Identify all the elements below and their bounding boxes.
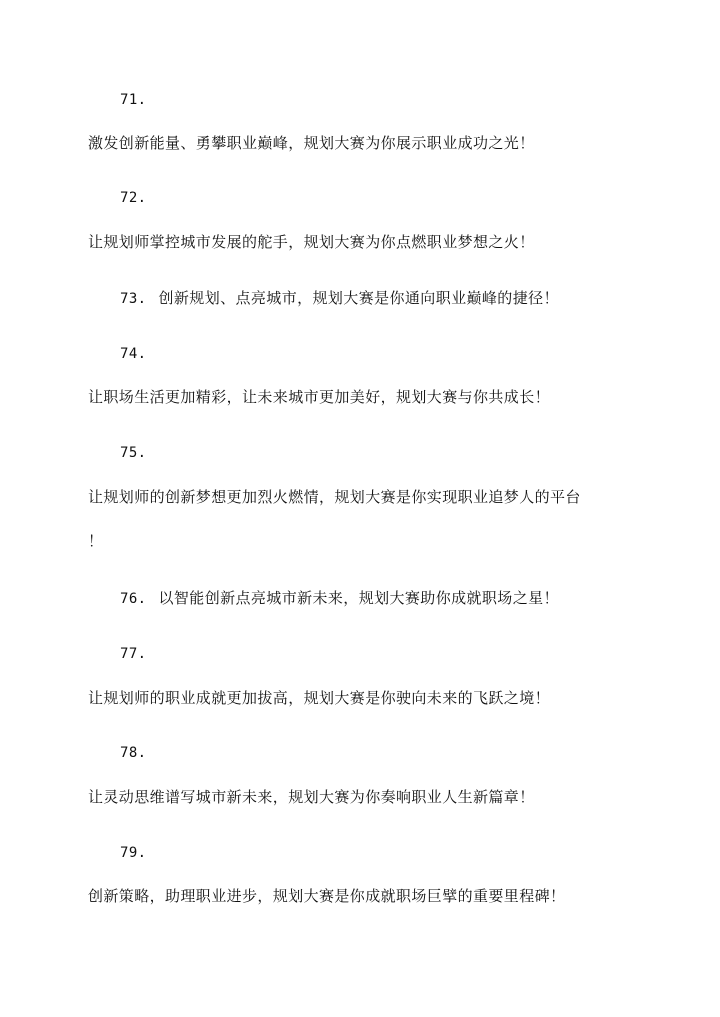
- item-number: 76.: [120, 591, 147, 607]
- item-text: 创新规划、点亮城市，规划大赛是你通向职业巅峰的捷径！: [158, 289, 559, 307]
- item-number: 71.: [120, 92, 147, 108]
- item-text: 让职场生活更加精彩，让未来城市更加美好，规划大赛与你共成长！: [88, 388, 551, 406]
- item-text: 创新策略，助理职业进步，规划大赛是你成就职场巨擘的重要里程碑！: [88, 887, 566, 905]
- item-number: 75.: [120, 445, 147, 461]
- item-text: 以智能创新点亮城市新未来，规划大赛助你成就职场之星！: [158, 589, 559, 607]
- item-text: 让规划师的职业成就更加拔高，规划大赛是你驶向未来的飞跃之境！: [88, 689, 551, 707]
- item-number: 78.: [120, 745, 147, 761]
- item-text: 激发创新能量、勇攀职业巅峰，规划大赛为你展示职业成功之光！: [88, 134, 535, 152]
- item-inline: [120, 588, 559, 609]
- item-text-continuation: ！: [88, 532, 104, 550]
- item-text: 让灵动思维谱写城市新未来，规划大赛为你奏响职业人生新篇章！: [88, 788, 535, 806]
- item-number: 79.: [120, 845, 147, 861]
- item-number: 77.: [120, 646, 147, 662]
- item-number: 73.: [120, 291, 147, 307]
- item-number: 74.: [120, 346, 147, 362]
- item-inline: [120, 288, 559, 309]
- item-text: 让规划师掌控城市发展的舵手，规划大赛为你点燃职业梦想之火！: [88, 233, 535, 251]
- item-text: 让规划师的创新梦想更加烈火燃情，规划大赛是你实现职业追梦人的平台: [88, 488, 581, 506]
- item-number: 72.: [120, 190, 147, 206]
